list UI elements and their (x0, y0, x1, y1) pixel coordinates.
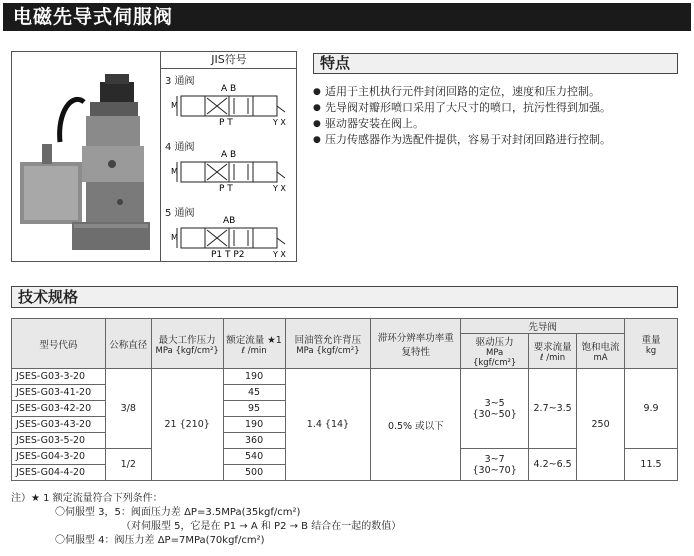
th-weight (625, 319, 678, 369)
jis-3way-symbol (163, 82, 295, 126)
th-saturation-current (577, 334, 625, 369)
th-required-flow (529, 334, 577, 369)
th-weight-label: 重量 (641, 334, 661, 346)
feature-item: ● 驱动器安装在阀上。 (313, 116, 683, 132)
feature-item: ● 压力传感器作为选配件提供，容易于对封闭回路进行控制。 (313, 132, 683, 148)
jis-4way-label: 4 通阀 (165, 142, 195, 153)
th-rated-flow-unit: ℓ /min (241, 345, 267, 356)
spec-table (11, 318, 678, 481)
model-cell: JSES-G03-3-20 (12, 369, 106, 385)
footnotes (11, 492, 401, 548)
model-cell: JSES-G03-41-20 (12, 385, 106, 401)
jis-5way-bottom-ports: P1 T P2 (211, 250, 245, 258)
feature-item: ● 适用于主机执行元件封闭回路的定位，速度和压力控制。 (313, 84, 683, 100)
servo-valve-photo (12, 52, 160, 261)
jis-3way-yx: Y X (273, 118, 286, 126)
jis-4way-yx: Y X (273, 184, 286, 192)
table-row (12, 369, 678, 385)
th-pilot: 先导阀 (461, 319, 625, 334)
jis-5way-symbol (163, 214, 295, 258)
g04-required-flow: 4.2~6.5 (529, 449, 577, 481)
jis-5way-m: M (171, 233, 178, 242)
th-saturation-current-unit: mA (593, 353, 608, 363)
model-cell: JSES-G04-4-20 (12, 465, 106, 481)
th-saturation-current-label: 饱和电流 (581, 342, 620, 353)
model-cell: JSES-G03-43-20 (12, 417, 106, 433)
model-cell: JSES-G03-42-20 (12, 401, 106, 417)
th-required-flow-unit: ℓ /min (540, 353, 566, 363)
jis-4way-m: M (171, 167, 178, 176)
note-line: 〇伺服型 3，5：阀面压力差 ΔP=3.5MPa(35kgf/cm²) (55, 507, 301, 518)
g04-drive-pressure: 3~7 {30~70} (461, 449, 529, 481)
th-required-flow-label: 要求流量 (533, 342, 572, 353)
note-line: （对伺服型 5，它是在 P1 → A 和 P2 → B 结合在一起的数值） (121, 521, 402, 532)
g04-weight: 11.5 (625, 449, 678, 481)
page-title: 电磁先导式伺服阀 (3, 3, 691, 31)
flow-cell: 190 (223, 369, 285, 385)
jis-title: JIS符号 (161, 52, 297, 69)
flow-cell: 95 (223, 401, 285, 417)
th-drive-pressure-label: 驱动压力 (475, 337, 514, 348)
features-list (313, 84, 683, 148)
th-max-pressure-label: 最大工作压力 (158, 334, 216, 346)
jis-4way-symbol (163, 148, 295, 192)
product-panel (11, 51, 297, 262)
th-rated-flow-label: 额定流量 ★1 (226, 334, 282, 346)
note-line: 〇伺服型 4：阀压力差 ΔP=7MPa(70kgf/cm²) (55, 535, 265, 546)
flow-cell: 540 (223, 449, 285, 465)
feature-item: ● 先导阀对瓣形喷口采用了大尺寸的喷口，抗污性得到加强。 (313, 100, 683, 116)
g03-weight: 9.9 (625, 369, 678, 449)
specs-heading: 技术规格 (11, 286, 678, 308)
jis-5way-yx: Y X (273, 250, 286, 258)
th-max-pressure (151, 319, 223, 369)
th-drive-pressure (461, 334, 529, 369)
jis-symbols (160, 52, 297, 261)
jis-4way-top-ports: A B (221, 150, 237, 160)
note-line: 注）★ 1 额定流量符合下列条件： (11, 493, 163, 504)
g03-drive-pressure: 3~5 {30~50} (461, 369, 529, 449)
flow-cell: 500 (223, 465, 285, 481)
jis-4way-bottom-ports: P T (219, 184, 233, 192)
th-return-pressure-unit: MPa {kgf/cm²} (296, 345, 360, 356)
th-rated-flow (223, 319, 285, 369)
jis-3way-top-ports: A B (221, 84, 237, 94)
th-model: 型号代码 (12, 319, 106, 369)
th-weight-unit: kg (645, 345, 657, 356)
flow-cell: 45 (223, 385, 285, 401)
th-max-pressure-unit: MPa {kgf/cm²} (155, 345, 219, 356)
features-heading: 特点 (313, 53, 678, 74)
th-return-pressure-label: 回油管允许背压 (294, 334, 362, 346)
flow-cell: 360 (223, 433, 285, 449)
hysteresis-value: 0.5% 或以下 (371, 369, 461, 481)
model-cell: JSES-G04-3-20 (12, 449, 106, 465)
jis-5way-label: 5 通阀 (165, 208, 195, 219)
g04-size: 1/2 (105, 449, 151, 481)
jis-5way-top-ports: AB (223, 216, 236, 226)
flow-cell: 190 (223, 417, 285, 433)
jis-3way-bottom-ports: P T (219, 118, 233, 126)
jis-3way-label: 3 通阀 (165, 76, 195, 87)
jis-3way-m: M (171, 101, 178, 110)
model-cell: JSES-G03-5-20 (12, 433, 106, 449)
return-pressure-value: 1.4 {14} (285, 369, 371, 481)
max-pressure-value: 21 {210} (151, 369, 223, 481)
g03-required-flow: 2.7~3.5 (529, 369, 577, 449)
th-nominal-size: 公称直径 (105, 319, 151, 369)
g03-size: 3/8 (105, 369, 151, 449)
saturation-current-value: 250 (577, 369, 625, 481)
th-hysteresis: 滞环分辨率功率重复特性 (371, 319, 461, 369)
th-drive-pressure-unit: MPa {kgf/cm²} (472, 348, 517, 368)
th-return-pressure (285, 319, 371, 369)
